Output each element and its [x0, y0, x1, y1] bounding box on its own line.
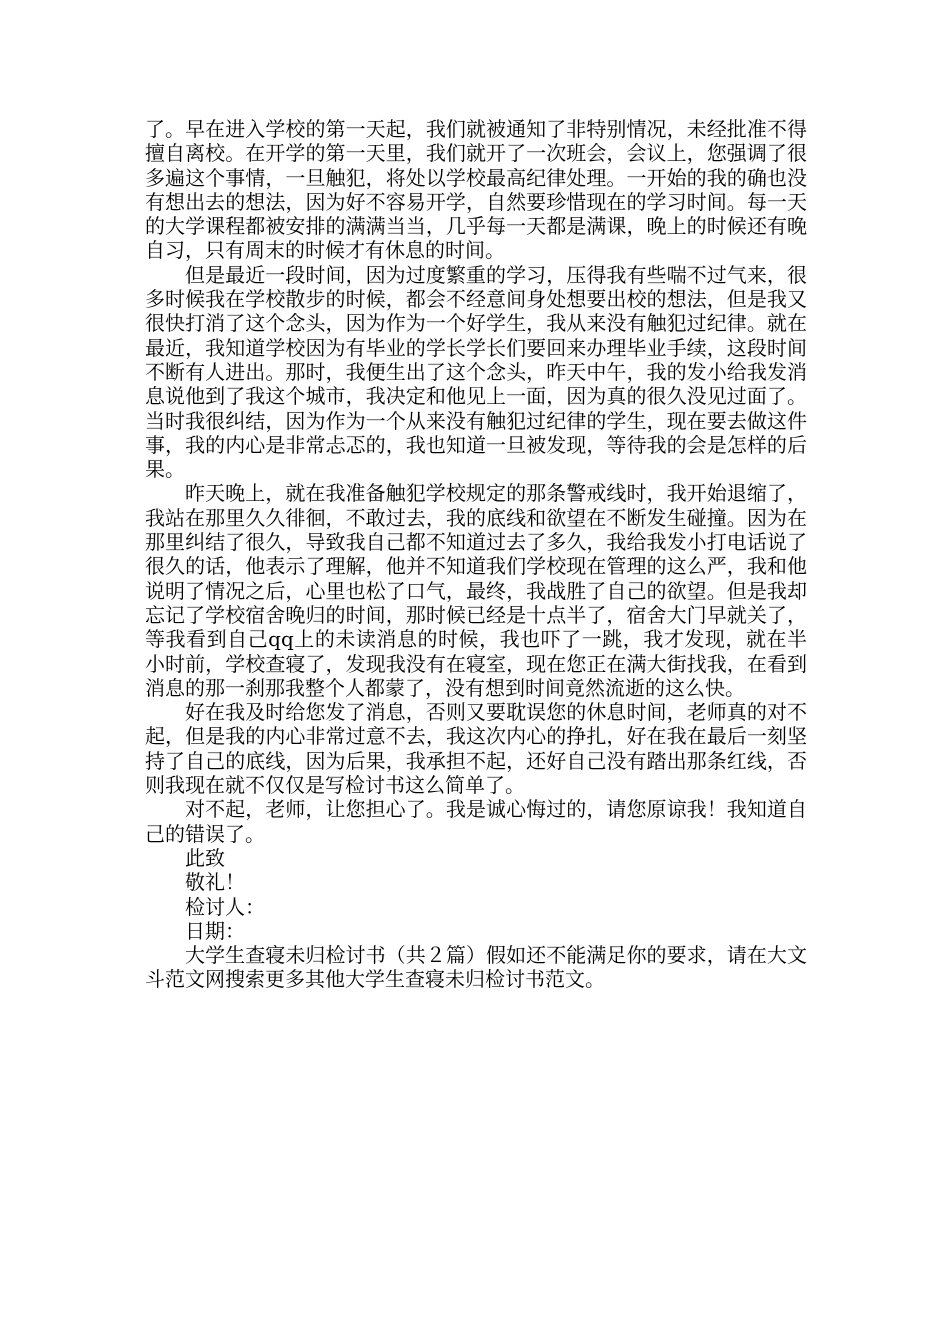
document-body	[145, 117, 807, 992]
footer-note: 大学生查寝未归检讨书（共２篇）假如还不能满足你的要求，请在大文斗范文网搜索更多其他大学生查寝未归检讨书范文。	[145, 943, 807, 992]
paragraph-2: 但是最近一段时间，因为过度繁重的学习，压得我有些喘不过气来，很多时候我在学校散步的时候，都会不经意间身处想要出校的想法，但是我又很快打消了这个念头，因为作为一个好学生，我从来没有触犯过纪律。就在最近，我知道学校因为有毕业的学长学长们要回来办理毕业手续，这段时间不断有人进出。那时，我便生出了这个念头，昨天中午，我的发小给我发消息说他到了我这个城市，我决定和他见上一面，因为真的很久没见过面了。当时我很纠结，因为作为一个从来没有触犯过纪律的学生，现在要去做这件事，我的内心是非常忐忑的，我也知道一旦被发现，等待我的会是怎样的后果。	[145, 262, 807, 482]
paragraph-5: 对不起，老师，让您担心了。我是诚心悔过的，请您原谅我！我知道自己的错误了。	[145, 797, 807, 846]
signer-label: 检讨人：	[185, 894, 265, 919]
closing-salutation-1: 此致	[185, 845, 225, 870]
date-label: 日期：	[185, 918, 245, 943]
paragraph-4: 好在我及时给您发了消息，否则又要耽误您的休息时间，老师真的对不起，但是我的内心非常过意不去，我这次内心的挣扎，好在我在最后一刻坚持了自己的底线，因为后果，我承担不起，还好自己没有踏出那条红线，否则我现在就不仅仅是写检讨书这么简单了。	[145, 700, 807, 798]
paragraph-3: 昨天晚上，就在我准备触犯学校规定的那条警戒线时，我开始退缩了，我站在那里久久徘徊，不敢过去，我的底线和欲望在不断发生碰撞。因为在那里纠结了很久，导致我自己都不知道过去了多久，我给我发小打电话说了很久的话，他表示了理解，他并不知道我们学校现在管理的这么严，我和他说明了情况之后，心里也松了口气，最终，我战胜了自己的欲望。但是我却忘记了学校宿舍晚归的时间，那时候已经是十点半了，宿舍大门早就关了，等我看到自己qq上的未读消息的时候，我也吓了一跳，我才发现，就在半小时前，学校查寝了，发现我没有在寝室，现在您正在满大街找我，在看到消息的那一刹那我整个人都蒙了，没有想到时间竟然流逝的这么快。	[145, 481, 807, 700]
paragraph-1: 了。早在进入学校的第一天起，我们就被通知了非特别情况，未经批准不得擅自离校。在开学的第一天里，我们就开了一次班会，会议上，您强调了很多遍这个事情，一旦触犯，将处以学校最高纪律处理。一开始的我的确也没有想出去的想法，因为好不容易开学，自然要珍惜现在的学习时间。每一天的大学课程都被安排的满满当当，几乎每一天都是满课，晚上的时候还有晚自习，只有周末的时候才有休息的时间。	[145, 117, 807, 263]
closing-salutation-2: 敬礼！	[185, 870, 245, 895]
